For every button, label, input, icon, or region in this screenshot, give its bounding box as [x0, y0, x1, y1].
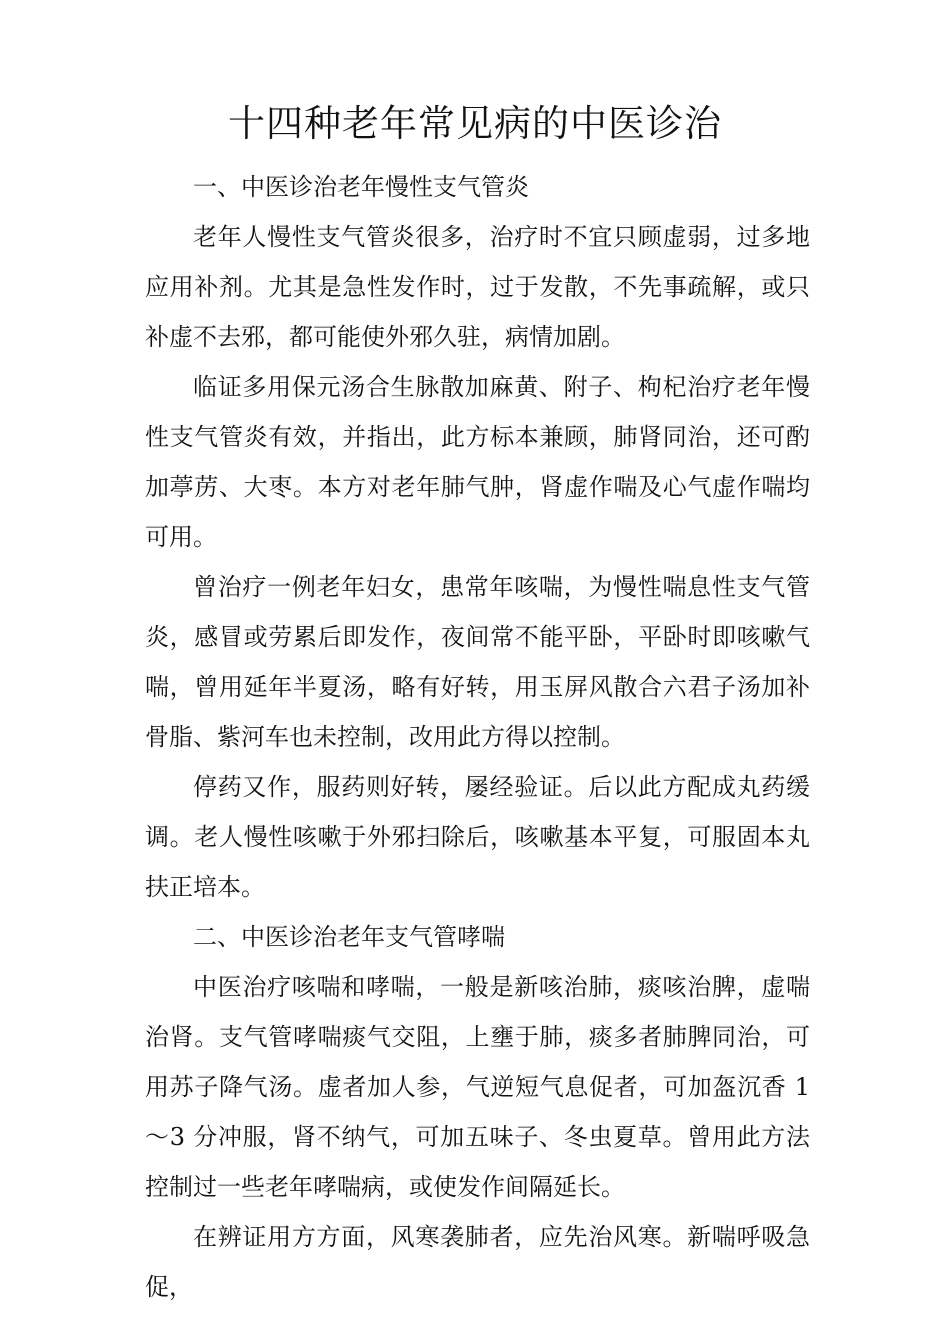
paragraph: 老年人慢性支气管炎很多，治疗时不宜只顾虚弱，过多地应用补剂。尤其是急性发作时，过于发散，不先事疏解，或只补虚不去邪，都可能使外邪久驻，病情加剧。: [145, 223, 810, 351]
paragraph: 在辨证用方方面，风寒袭肺者，应先治风寒。新喘呼吸急促，: [145, 1223, 810, 1301]
section-heading: 二、中医诊治老年支气管哮喘: [193, 923, 505, 951]
section-heading: 一、中医诊治老年慢性支气管炎: [193, 173, 529, 201]
document-body: [145, 162, 810, 1312]
paragraph: 中医治疗咳喘和哮喘，一般是新咳治肺，痰咳治脾，虚喘治肾。支气管哮喘痰气交阻，上壅于肺，痰多者肺脾同治，可用苏子降气汤。虚者加人参，气逆短气息促者，可加盔沉香 1～3 分冲服，肾不纳气，可加五味子、冬虫夏草。曾用此方法控制过一些老年哮喘病，或使发作间隔延长。: [145, 973, 810, 1201]
paragraph: 曾治疗一例老年妇女，患常年咳喘，为慢性喘息性支气管炎，感冒或劳累后即发作，夜间常不能平卧，平卧时即咳嗽气喘，曾用延年半夏汤，略有好转，用玉屏风散合六君子汤加补骨脂、紫河车也未控制，改用此方得以控制。: [145, 573, 810, 751]
paragraph: 临证多用保元汤合生脉散加麻黄、附子、枸杞治疗老年慢性支气管炎有效，并指出，此方标本兼顾，肺肾同治，还可酌加葶苈、大枣。本方对老年肺气肿，肾虚作喘及心气虚作喘均可用。: [145, 373, 810, 551]
document-title: 十四种老年常见病的中医诊治: [228, 102, 722, 145]
paragraph: 停药又作，服药则好转，屡经验证。后以此方配成丸药缓调。老人慢性咳嗽于外邪扫除后，咳嗽基本平复，可服固本丸扶正培本。: [145, 773, 810, 901]
